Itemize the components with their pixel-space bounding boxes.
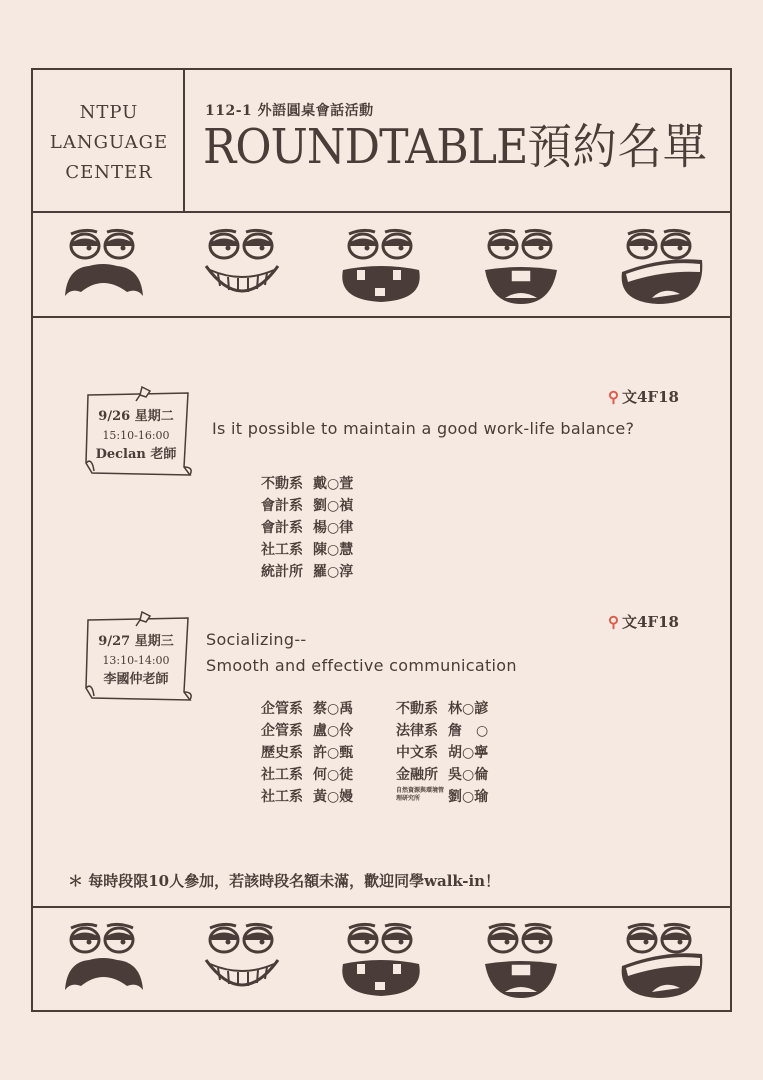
list-item xyxy=(396,698,488,720)
session-2-location xyxy=(608,611,679,632)
student-name: 陳○慧 xyxy=(313,542,354,558)
session-2-info xyxy=(84,632,188,689)
student-name: 許○甄 xyxy=(313,745,354,761)
list-item xyxy=(396,720,488,742)
dept: 社工系 xyxy=(261,542,303,558)
grumpy-face-icon xyxy=(57,920,149,1000)
faces-row-top xyxy=(33,220,730,312)
session-1-info xyxy=(84,407,188,464)
student-name: 何○徒 xyxy=(313,767,354,783)
list-item xyxy=(261,539,353,561)
divider-faces-bottom xyxy=(31,906,732,908)
title-english: ROUNDTABLE xyxy=(203,119,528,175)
center-line-3: CENTER xyxy=(65,162,153,183)
session-1-teacher: Declan 老師 xyxy=(95,447,177,462)
map-pin-icon: ⚲ xyxy=(608,612,619,631)
dept: 金融所 xyxy=(396,767,438,783)
event-subtitle: 112-1 外語圓桌會話活動 xyxy=(205,103,374,119)
session-2-time: 13:10-14:00 xyxy=(102,654,170,667)
faces-row-bottom xyxy=(33,914,730,1006)
student-name: 吳○倫 xyxy=(448,767,489,783)
dept: 中文系 xyxy=(396,745,438,761)
student-name: 胡○寧 xyxy=(448,745,489,761)
list-item xyxy=(261,698,353,720)
list-item xyxy=(396,764,488,786)
laughing-face-icon xyxy=(614,226,706,306)
session-2-location-text: 文4F18 xyxy=(622,613,679,631)
student-name: 楊○律 xyxy=(313,520,354,536)
dept: 社工系 xyxy=(261,767,303,783)
session-2-topic-line-2: Smooth and effective communication xyxy=(206,656,517,675)
laughing-face-icon xyxy=(614,920,706,1000)
list-item xyxy=(261,495,353,517)
student-name: 盧○伶 xyxy=(313,723,354,739)
session-2-roster-right xyxy=(396,698,488,808)
student-name: 戴○萱 xyxy=(313,476,354,492)
student-name: 林○諺 xyxy=(448,701,489,717)
student-name: 劉○禎 xyxy=(313,498,354,514)
session-1-location xyxy=(608,386,679,407)
dept: 會計系 xyxy=(261,498,303,514)
dept: 歷史系 xyxy=(261,745,303,761)
session-2-note xyxy=(84,610,196,690)
session-1-time: 15:10-16:00 xyxy=(102,429,170,442)
list-item xyxy=(261,561,353,583)
dept: 自然資源與環境管理研究所 xyxy=(396,787,445,802)
session-2-roster-left xyxy=(261,698,353,808)
list-item xyxy=(261,720,353,742)
list-item xyxy=(261,764,353,786)
session-1-topic: Is it possible to maintain a good work-life balance? xyxy=(212,419,635,438)
dept: 會計系 xyxy=(261,520,303,536)
student-name: 蔡○禹 xyxy=(313,701,354,717)
session-1-location-text: 文4F18 xyxy=(622,388,679,406)
session-2-date: 9/27 星期三 xyxy=(98,634,174,649)
dept: 統計所 xyxy=(261,564,303,580)
dept: 不動系 xyxy=(396,701,438,717)
buck-tooth-face-icon xyxy=(475,226,567,306)
dept: 企管系 xyxy=(261,723,303,739)
gap-tooth-face-icon xyxy=(335,226,427,306)
page-title xyxy=(203,118,708,176)
language-center-name xyxy=(33,98,185,188)
session-2-topic-line-1: Socializing-- xyxy=(206,630,307,649)
list-item xyxy=(261,786,353,808)
session-1-date: 9/26 星期二 xyxy=(98,409,174,424)
dept: 企管系 xyxy=(261,701,303,717)
student-name: 劉○瑜 xyxy=(448,789,489,805)
grumpy-face-icon xyxy=(57,226,149,306)
student-name: 詹 ○ xyxy=(448,723,489,739)
center-line-2: LANGUAGE xyxy=(49,132,169,153)
session-1-note xyxy=(84,385,196,465)
session-2-teacher: 李國仲老師 xyxy=(103,672,169,687)
list-item xyxy=(396,742,488,764)
gap-tooth-face-icon xyxy=(335,920,427,1000)
dept: 不動系 xyxy=(261,476,303,492)
center-line-1: NTPU xyxy=(79,102,139,123)
list-item xyxy=(396,786,488,808)
list-item xyxy=(261,742,353,764)
student-name: 黃○嫚 xyxy=(313,789,354,805)
grinning-face-icon xyxy=(196,226,288,306)
list-item xyxy=(261,473,353,495)
title-chinese: 預約名單 xyxy=(527,119,708,175)
divider-faces-top xyxy=(31,316,732,318)
walk-in-note: ＊ 每時段限10人參加，若該時段名額未滿，歡迎同學walk-in！ xyxy=(68,872,501,890)
student-name: 羅○淳 xyxy=(313,564,354,580)
dept: 法律系 xyxy=(396,723,438,739)
divider-header xyxy=(31,211,732,213)
list-item xyxy=(261,517,353,539)
grinning-face-icon xyxy=(196,920,288,1000)
buck-tooth-face-icon xyxy=(475,920,567,1000)
dept: 社工系 xyxy=(261,789,303,805)
session-1-roster xyxy=(261,473,353,583)
map-pin-icon: ⚲ xyxy=(608,387,619,406)
